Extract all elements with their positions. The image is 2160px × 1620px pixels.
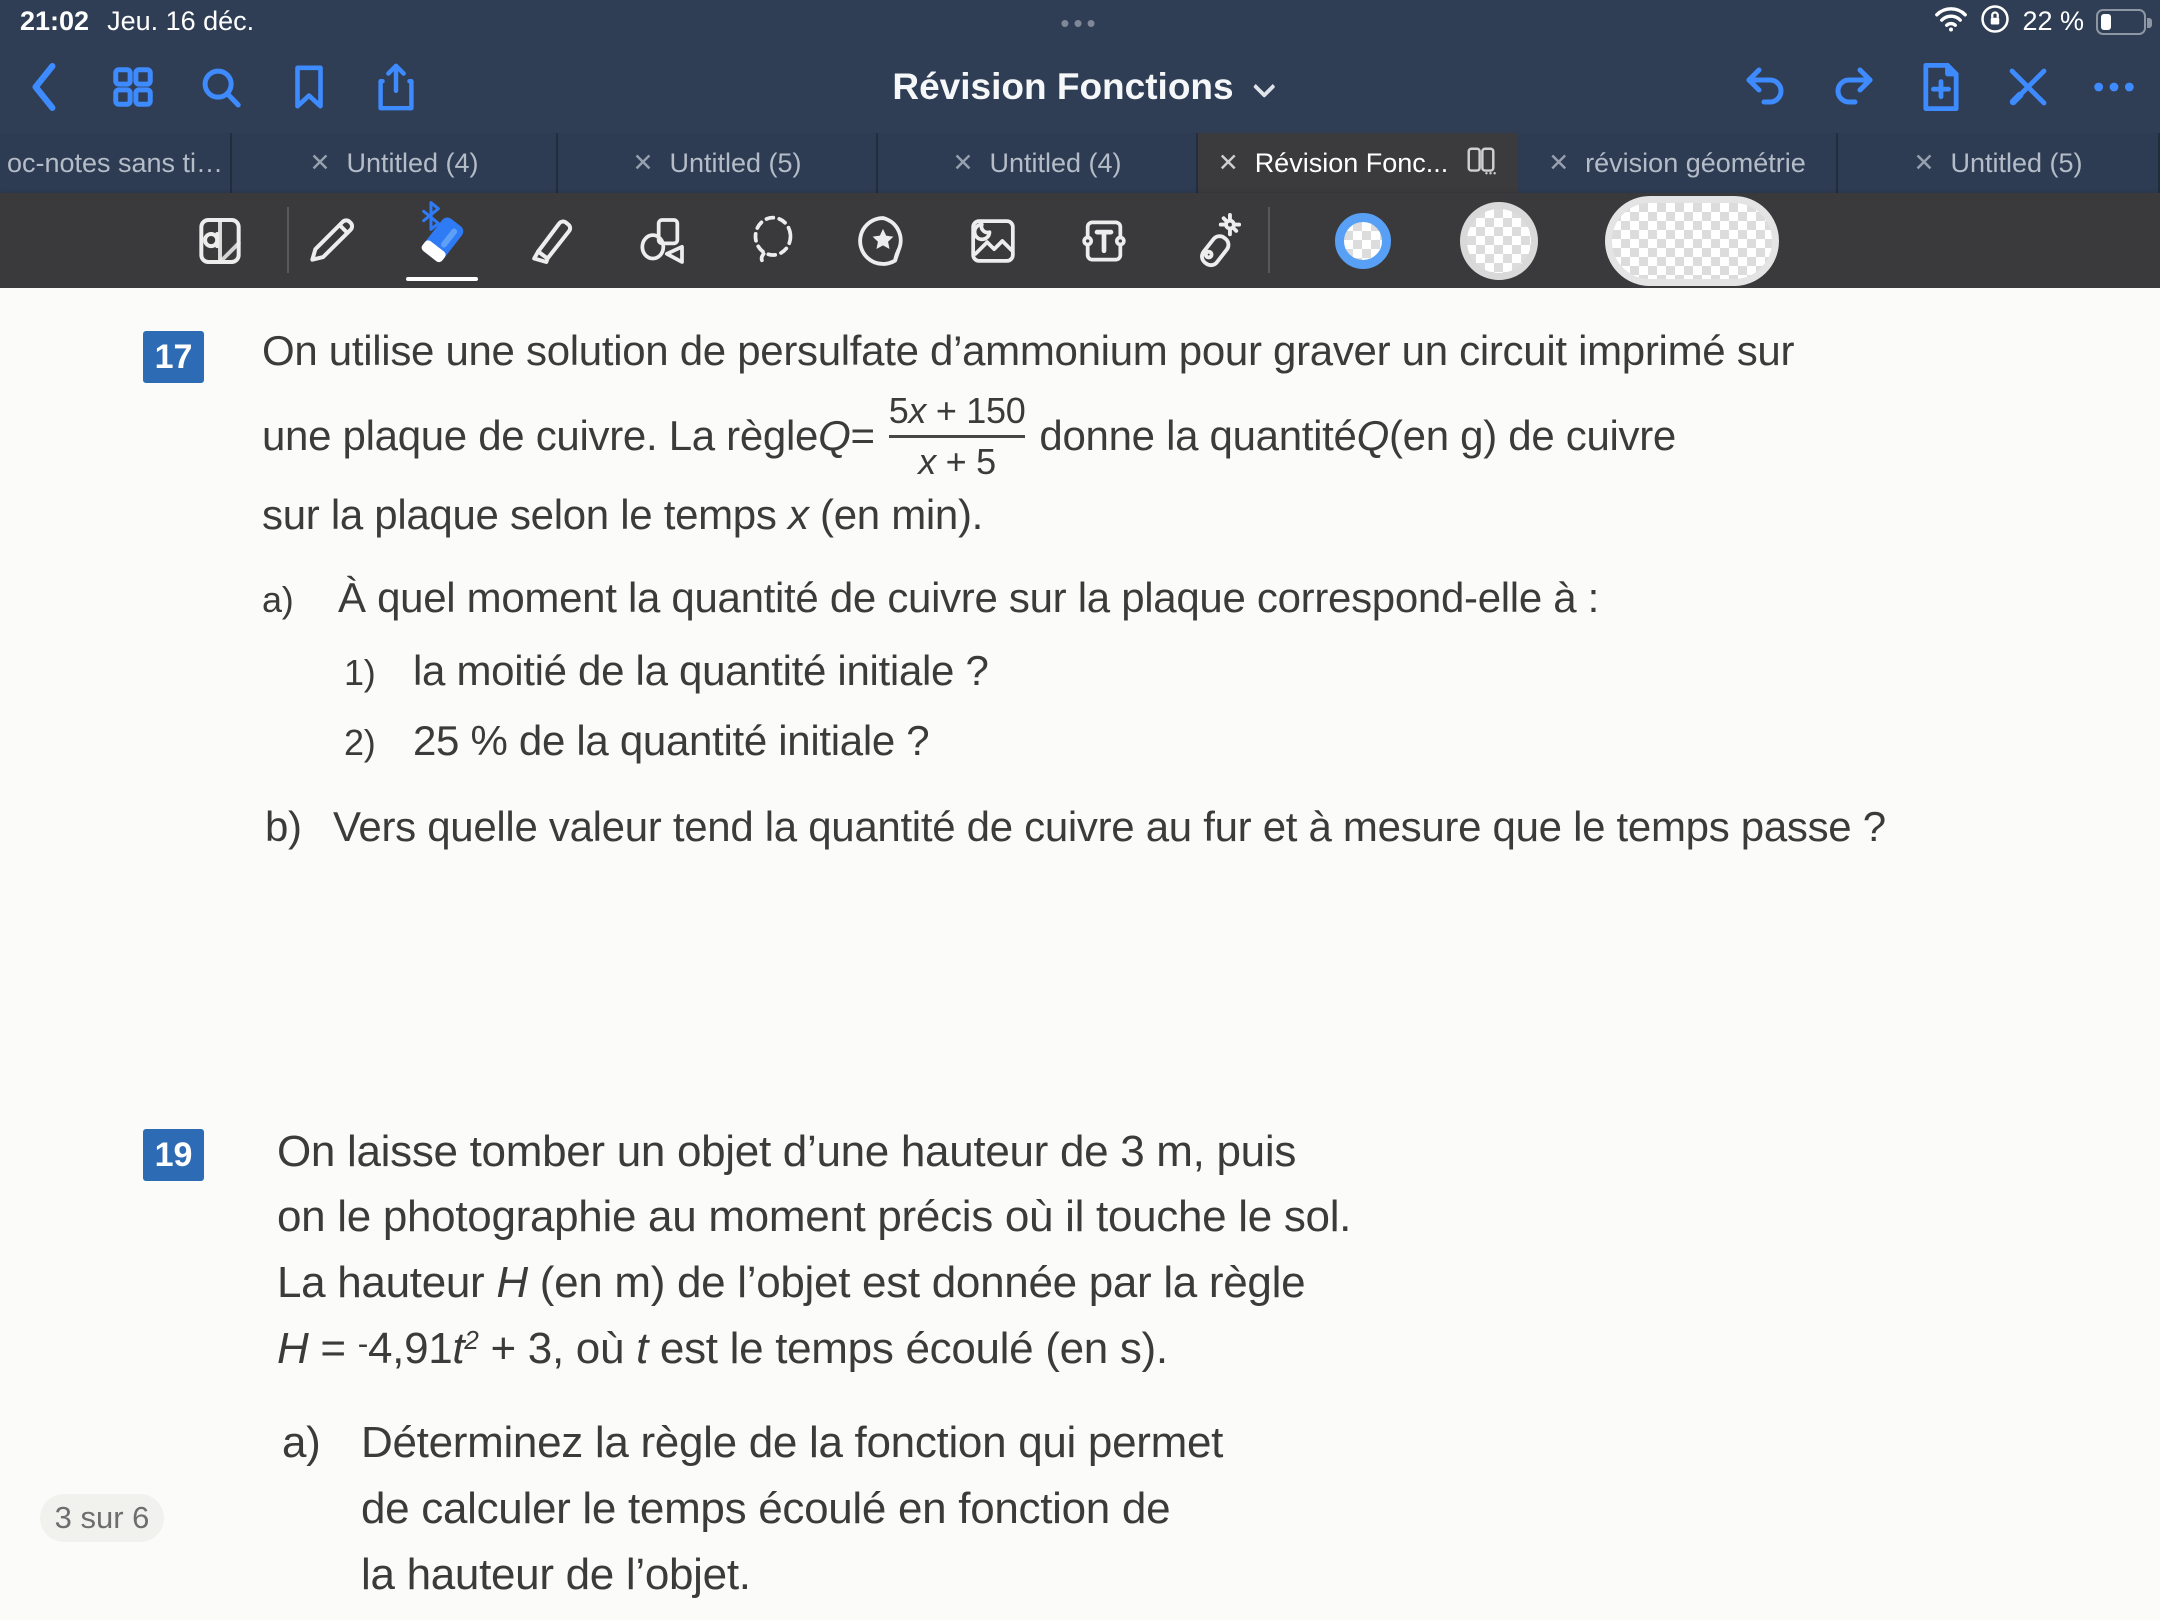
p19-item-a-line3: la hauteur de l’objet. (361, 1550, 751, 1599)
p17-item-b: b) Vers quelle valeur tend la quantité de cuivre au fur et à mesure que le temps passe ? (265, 803, 1886, 850)
tab-untitled-4a[interactable]: ✕ Untitled (4) (232, 133, 558, 193)
tab-notes-sans-titre[interactable]: oc-notes sans ti… (0, 133, 232, 193)
battery-icon (2096, 9, 2146, 35)
orientation-lock-icon (1980, 4, 2010, 39)
tab-revision-geometrie[interactable]: ✕ révision géométrie (1518, 133, 1838, 193)
tab-close-icon[interactable]: ✕ (632, 149, 654, 177)
status-time: 21:02 (20, 6, 90, 36)
eraser-size-medium[interactable] (1460, 202, 1538, 280)
eraser-size-small-selected[interactable] (1335, 213, 1391, 269)
p17-item-a1: 1) la moitié de la quantité initiale ? (344, 647, 989, 694)
p19-line2: on le photographie au moment précis où il touche le sol. (277, 1192, 1352, 1241)
page-indicator[interactable]: 3 sur 6 (40, 1494, 164, 1542)
pen-cross-icon[interactable] (1998, 57, 2058, 117)
battery-percent: 22 % (2022, 6, 2084, 36)
p19-item-a-line1: a) Déterminez la règle de la fonction qui permet (282, 1418, 1224, 1467)
tab-bar (0, 133, 2160, 193)
image-tool[interactable] (961, 209, 1025, 273)
p19-line4: $H = ^-4,91t^2 + 3$, où t est le temps écoulé (en s). (277, 1324, 1168, 1373)
highlighter-tool[interactable] (519, 209, 583, 273)
p19-line3: La hauteur H (en m) de l’objet est donnée par la règle (277, 1258, 1306, 1307)
status-date: Jeu. 16 déc. (107, 6, 255, 36)
laser-pointer-tool[interactable] (1182, 209, 1246, 273)
redo-button[interactable] (1823, 57, 1883, 117)
toolbar-separator (287, 207, 289, 273)
document-page[interactable] (0, 288, 2160, 1620)
lasso-tool[interactable] (741, 209, 805, 273)
text-tool[interactable] (1072, 209, 1136, 273)
eraser-size-large[interactable] (1605, 196, 1779, 286)
top-chrome (0, 0, 2160, 133)
p17-line1: On utilise une solution de persulfate d’ammonium pour graver un circuit imprimé sur (262, 327, 1795, 374)
pen-tool[interactable] (299, 209, 363, 273)
tab-close-icon[interactable]: ✕ (1217, 149, 1239, 177)
sticker-tool[interactable] (851, 209, 915, 273)
undo-button[interactable] (1736, 57, 1796, 117)
chevron-down-icon (1253, 75, 1276, 98)
multitask-handle-dots[interactable]: ••• (1060, 8, 1100, 38)
problem-19-badge: 19 (143, 1129, 204, 1181)
tab-revision-fonctions-active[interactable]: ✕ Révision Fonc... (1198, 133, 1518, 193)
p17-line2: une plaque de cuivre. La règle Q = $\frac{5x + 150}{x + 5}$ donne la quantité Q (en g) de cuivre (262, 389, 1676, 482)
p17-line3: sur la plaque selon le temps x (en min). (262, 491, 984, 538)
wifi-icon (1934, 6, 1968, 37)
p19-line1: On laisse tomber un objet d’une hauteur de 3 m, puis (277, 1127, 1297, 1176)
p17-item-a: a) À quel moment la quantité de cuivre sur la plaque correspond-elle à : (262, 574, 1600, 621)
problem-17-badge: 17 (143, 331, 204, 383)
scroll-mode-button[interactable] (188, 209, 252, 273)
document-title[interactable]: Révision Fonctions (0, 66, 2160, 108)
tool-toolbar (0, 193, 2160, 288)
shapes-tool[interactable] (629, 209, 693, 273)
tab-close-icon[interactable]: ✕ (309, 149, 331, 177)
tab-close-icon[interactable]: ✕ (1548, 149, 1570, 177)
selected-tool-underline (406, 277, 478, 281)
tab-split-view-icon[interactable] (1464, 146, 1498, 181)
eraser-tool[interactable] (409, 209, 473, 273)
p19-item-a-line2: de calculer le temps écoulé en fonction de (361, 1484, 1171, 1533)
toolbar-separator (1268, 207, 1270, 273)
tab-close-icon[interactable]: ✕ (1913, 149, 1935, 177)
nav-bar (0, 40, 2160, 133)
add-page-button[interactable] (1911, 57, 1971, 117)
fraction: $\frac{5x + 150}{x + 5}$ (888, 389, 1026, 482)
more-button[interactable] (2084, 57, 2144, 117)
p17-item-a2: 2) 25 % de la quantité initiale ? (344, 717, 930, 764)
status-bar (0, 0, 2160, 40)
tab-untitled-5a[interactable]: ✕ Untitled (5) (558, 133, 878, 193)
tab-untitled-4b[interactable]: ✕ Untitled (4) (878, 133, 1198, 193)
tab-close-icon[interactable]: ✕ (952, 149, 974, 177)
tab-untitled-5b[interactable]: ✕ Untitled (5) (1838, 133, 2160, 193)
